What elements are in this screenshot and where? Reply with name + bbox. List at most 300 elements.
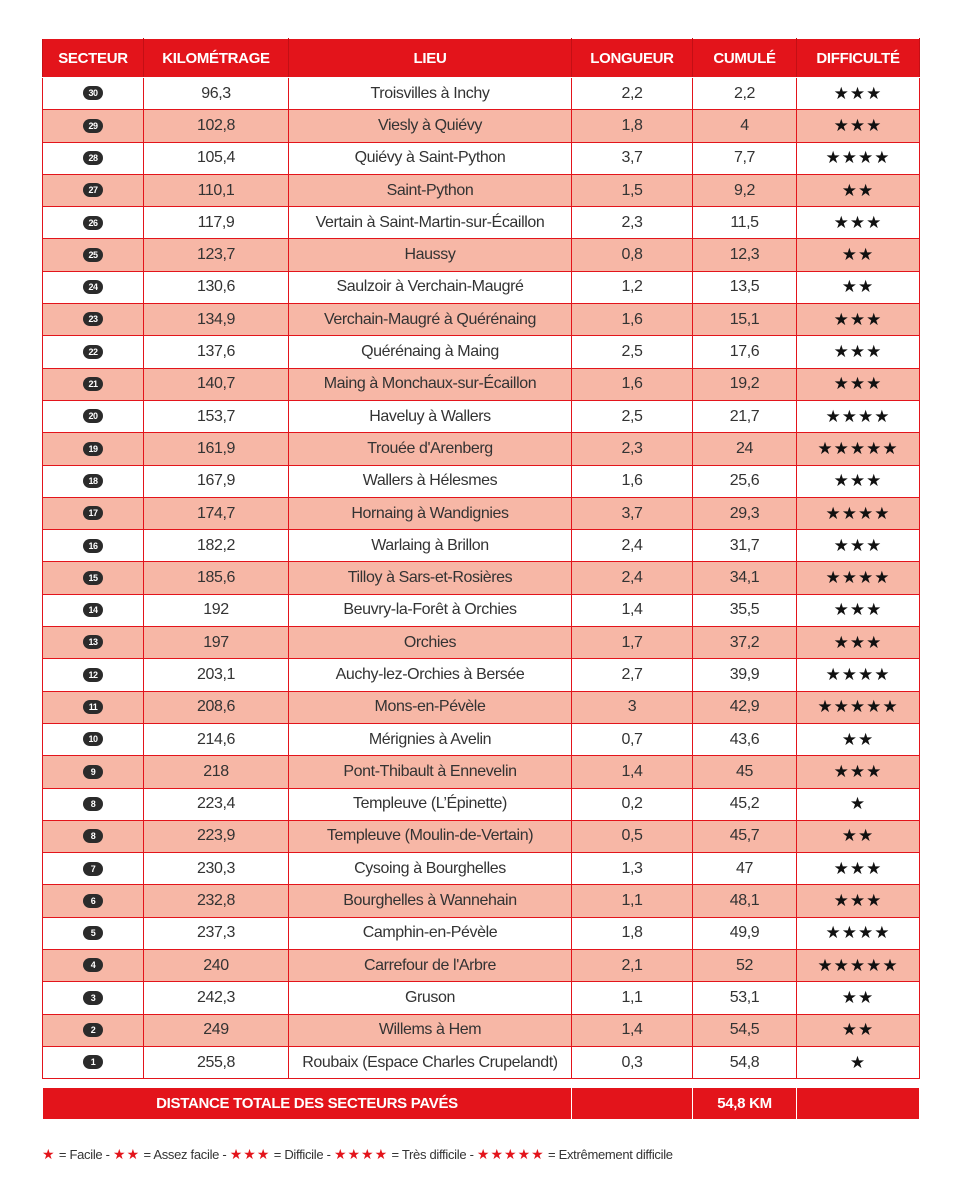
table-row [43, 336, 920, 368]
km-cell: 237,3 [144, 917, 289, 949]
cumule-cell: 4 [693, 110, 797, 142]
km-cell: 105,4 [144, 142, 289, 174]
cumule-cell: 42,9 [693, 691, 797, 723]
star-icon: ★ [849, 794, 867, 814]
star-icon: ★ [841, 180, 858, 200]
cobblestone-sector-icon: 14 [83, 603, 103, 617]
table-row [43, 497, 920, 529]
difficulte-cell [797, 950, 920, 982]
difficulte-cell [797, 433, 920, 465]
cumule-cell: 37,2 [693, 627, 797, 659]
secteur-cell [43, 433, 144, 465]
total-value: 54,8 KM [693, 1088, 797, 1120]
star-icon: ★ [874, 148, 891, 168]
lieu-cell: Wallers à Hélesmes [289, 465, 572, 497]
km-cell: 182,2 [144, 530, 289, 562]
secteur-cell [43, 723, 144, 755]
difficulty-stars [834, 213, 883, 232]
secteur-cell [43, 368, 144, 400]
cobblestone-sector-icon: 7 [83, 862, 103, 876]
longueur-cell: 2,4 [572, 530, 693, 562]
lieu-cell: Roubaix (Espace Charles Crupelandt) [289, 1046, 572, 1078]
longueur-cell: 3,7 [572, 497, 693, 529]
difficulte-cell [797, 207, 920, 239]
cumule-cell: 25,6 [693, 465, 797, 497]
difficulty-stars [842, 1020, 875, 1039]
legend-item [42, 1147, 113, 1162]
difficulte-cell [797, 594, 920, 626]
table-row [43, 174, 920, 206]
cobblestone-sector-icon: 22 [83, 345, 103, 359]
difficulty-stars [842, 826, 875, 845]
star-icon: ★ [858, 277, 875, 297]
difficulte-cell [797, 756, 920, 788]
secteur-cell [43, 1014, 144, 1046]
star-icon: ★ [858, 568, 875, 588]
km-cell: 102,8 [144, 110, 289, 142]
longueur-cell: 2,4 [572, 562, 693, 594]
star-icon: ★ [849, 697, 867, 717]
longueur-cell: 1,2 [572, 271, 693, 303]
difficulte-cell [797, 659, 920, 691]
total-label: DISTANCE TOTALE DES SECTEURS PAVÉS [43, 1088, 572, 1120]
cobblestone-sector-icon: 2 [83, 1023, 103, 1037]
star-icon: ★ [833, 955, 850, 975]
star-icon: ★ [858, 1020, 875, 1040]
km-cell: 232,8 [144, 885, 289, 917]
secteur-cell [43, 207, 144, 239]
lieu-cell: Auchy-lez-Orchies à Bersée [289, 659, 572, 691]
cumule-cell: 12,3 [693, 239, 797, 271]
star-icon: ★ [858, 503, 875, 523]
secteur-cell [43, 110, 144, 142]
lieu-cell: Saint-Python [289, 174, 572, 206]
difficulte-cell [797, 627, 920, 659]
cumule-cell: 19,2 [693, 368, 797, 400]
star-icon: ★ [825, 568, 842, 588]
star-icon: ★ [849, 891, 867, 911]
secteur-cell [43, 465, 144, 497]
star-icon: ★ [833, 471, 850, 491]
header-cumule: CUMULÉ [693, 39, 797, 78]
longueur-cell: 1,3 [572, 853, 693, 885]
cobblestone-sector-icon: 21 [83, 377, 103, 391]
star-icon: ★ [858, 923, 875, 943]
table-row [43, 885, 920, 917]
difficulte-cell [797, 1014, 920, 1046]
longueur-cell: 1,6 [572, 304, 693, 336]
longueur-cell: 0,7 [572, 723, 693, 755]
cobblestone-sector-icon: 1 [83, 1055, 103, 1069]
longueur-cell: 1,1 [572, 982, 693, 1014]
cobblestone-sectors-table [42, 38, 920, 1079]
secteur-cell [43, 885, 144, 917]
star-icon: ★ [42, 1146, 56, 1162]
cumule-cell: 45 [693, 756, 797, 788]
star-icon: ★ [866, 858, 883, 878]
km-cell: 242,3 [144, 982, 289, 1014]
star-icon: ★ [866, 761, 883, 781]
km-cell: 240 [144, 950, 289, 982]
difficulty-stars [826, 148, 891, 167]
lieu-cell: Saulzoir à Verchain-Maugré [289, 271, 572, 303]
cumule-cell: 45,2 [693, 788, 797, 820]
km-cell: 230,3 [144, 853, 289, 885]
star-icon: ★★★★ [333, 1146, 389, 1162]
difficulty-stars [834, 600, 883, 619]
cumule-cell: 15,1 [693, 304, 797, 336]
star-icon: ★★★ [229, 1146, 271, 1162]
star-icon: ★ [858, 406, 875, 426]
difficulte-cell [797, 142, 920, 174]
cumule-cell: 24 [693, 433, 797, 465]
difficulty-stars [834, 342, 883, 361]
star-icon: ★ [858, 180, 875, 200]
table-header-row [43, 39, 920, 78]
header-difficulte: DIFFICULTÉ [797, 39, 920, 78]
difficulty-stars [842, 730, 875, 749]
secteur-cell [43, 304, 144, 336]
star-icon: ★ [833, 535, 850, 555]
secteur-cell [43, 659, 144, 691]
table-row [43, 239, 920, 271]
star-icon: ★ [874, 923, 891, 943]
star-icon: ★ [849, 374, 867, 394]
table-row [43, 691, 920, 723]
difficulty-stars [842, 181, 875, 200]
star-icon: ★★★★★ [476, 1146, 545, 1162]
legend-item [477, 1147, 673, 1162]
cumule-cell: 53,1 [693, 982, 797, 1014]
difficulte-cell [797, 691, 920, 723]
cobblestone-sector-icon: 25 [83, 248, 103, 262]
longueur-cell: 0,2 [572, 788, 693, 820]
star-icon: ★ [866, 535, 883, 555]
cobblestone-sector-icon: 3 [83, 991, 103, 1005]
secteur-cell [43, 950, 144, 982]
lieu-cell: Gruson [289, 982, 572, 1014]
longueur-cell: 2,5 [572, 336, 693, 368]
km-cell: 208,6 [144, 691, 289, 723]
difficulte-cell [797, 723, 920, 755]
cumule-cell: 21,7 [693, 400, 797, 432]
longueur-cell: 2,1 [572, 950, 693, 982]
difficulty-stars [834, 310, 883, 329]
cobblestone-sector-icon: 9 [83, 765, 103, 779]
km-cell: 185,6 [144, 562, 289, 594]
difficulty-stars [842, 277, 875, 296]
star-icon: ★ [858, 826, 875, 846]
star-icon: ★ [882, 697, 899, 717]
difficulty-stars [826, 407, 891, 426]
lieu-cell: Mérignies à Avelin [289, 723, 572, 755]
km-cell: 134,9 [144, 304, 289, 336]
difficulty-stars [817, 439, 898, 458]
lieu-cell: Orchies [289, 627, 572, 659]
cumule-cell: 17,6 [693, 336, 797, 368]
difficulty-stars [826, 923, 891, 942]
star-icon: ★ [849, 600, 867, 620]
legend-item [334, 1147, 477, 1162]
cumule-cell: 54,5 [693, 1014, 797, 1046]
cobblestone-sector-icon: 6 [83, 894, 103, 908]
longueur-cell: 1,8 [572, 110, 693, 142]
cumule-cell: 48,1 [693, 885, 797, 917]
lieu-cell: Bourghelles à Wannehain [289, 885, 572, 917]
km-cell: 161,9 [144, 433, 289, 465]
table-row [43, 530, 920, 562]
difficulte-cell [797, 271, 920, 303]
legend-text: = Assez facile - [143, 1147, 227, 1162]
km-cell: 192 [144, 594, 289, 626]
longueur-cell: 2,5 [572, 400, 693, 432]
km-cell: 130,6 [144, 271, 289, 303]
longueur-cell: 1,8 [572, 917, 693, 949]
table-row [43, 465, 920, 497]
lieu-cell: Templeuve (L’Épinette) [289, 788, 572, 820]
star-icon: ★ [858, 729, 875, 749]
cumule-cell: 7,7 [693, 142, 797, 174]
table-row [43, 820, 920, 852]
km-cell: 117,9 [144, 207, 289, 239]
secteur-cell [43, 820, 144, 852]
sectors-table-container [42, 38, 919, 1120]
difficulte-cell [797, 400, 920, 432]
difficulty-stars [817, 956, 898, 975]
longueur-cell: 0,8 [572, 239, 693, 271]
star-icon: ★ [825, 923, 842, 943]
total-row [43, 1088, 920, 1120]
table-row [43, 271, 920, 303]
table-row [43, 627, 920, 659]
longueur-cell: 1,6 [572, 465, 693, 497]
cumule-cell: 34,1 [693, 562, 797, 594]
star-icon: ★ [841, 826, 858, 846]
lieu-cell: Viesly à Quiévy [289, 110, 572, 142]
km-cell: 218 [144, 756, 289, 788]
cobblestone-sector-icon: 15 [83, 571, 103, 585]
difficulte-cell [797, 174, 920, 206]
difficulte-cell [797, 562, 920, 594]
cobblestone-sector-icon: 17 [83, 506, 103, 520]
lieu-cell: Pont-Thibault à Ennevelin [289, 756, 572, 788]
cobblestone-sector-icon: 10 [83, 732, 103, 746]
lieu-cell: Tilloy à Sars-et-Rosières [289, 562, 572, 594]
star-icon: ★ [817, 697, 834, 717]
star-icon: ★ [866, 212, 883, 232]
star-icon: ★ [849, 632, 867, 652]
total-empty-cell [572, 1088, 693, 1120]
star-icon: ★ [833, 212, 850, 232]
secteur-cell [43, 174, 144, 206]
table-row [43, 659, 920, 691]
cumule-cell: 43,6 [693, 723, 797, 755]
table-row [43, 110, 920, 142]
star-icon: ★ [849, 212, 867, 232]
star-icon: ★ [833, 83, 850, 103]
longueur-cell: 1,4 [572, 756, 693, 788]
difficulte-cell [797, 465, 920, 497]
secteur-cell [43, 594, 144, 626]
secteur-cell [43, 853, 144, 885]
total-empty-cell [797, 1088, 920, 1120]
star-icon: ★ [833, 115, 850, 135]
table-row [43, 1046, 920, 1078]
cobblestone-sector-icon: 13 [83, 635, 103, 649]
km-cell: 153,7 [144, 400, 289, 432]
difficulty-stars [826, 665, 891, 684]
difficulte-cell [797, 530, 920, 562]
legend-text: = Facile - [58, 1147, 110, 1162]
cumule-cell: 45,7 [693, 820, 797, 852]
difficulte-cell [797, 368, 920, 400]
star-icon: ★ [866, 115, 883, 135]
cobblestone-sector-icon: 20 [83, 409, 103, 423]
longueur-cell: 3,7 [572, 142, 693, 174]
star-icon: ★ [849, 955, 867, 975]
difficulty-stars [834, 633, 883, 652]
lieu-cell: Troisvilles à Inchy [289, 78, 572, 110]
star-icon: ★ [874, 406, 891, 426]
star-icon: ★ [841, 664, 858, 684]
lieu-cell: Beuvry-la-Forêt à Orchies [289, 594, 572, 626]
star-icon: ★ [833, 632, 850, 652]
difficulty-stars [817, 697, 898, 716]
header-kilometrage: KILOMÉTRAGE [144, 39, 289, 78]
cobblestone-sector-icon: 4 [83, 958, 103, 972]
difficulty-stars [850, 1053, 866, 1072]
longueur-cell: 1,4 [572, 1014, 693, 1046]
lieu-cell: Verchain-Maugré à Quérénaing [289, 304, 572, 336]
legend-item [230, 1147, 334, 1162]
secteur-cell [43, 562, 144, 594]
lieu-cell: Trouée d'Arenberg [289, 433, 572, 465]
star-icon: ★ [825, 148, 842, 168]
star-icon: ★ [841, 729, 858, 749]
longueur-cell: 1,5 [572, 174, 693, 206]
star-icon: ★ [849, 83, 867, 103]
star-icon: ★ [833, 309, 850, 329]
legend-text: = Très difficile - [391, 1147, 474, 1162]
km-cell: 203,1 [144, 659, 289, 691]
cumule-cell: 47 [693, 853, 797, 885]
star-icon: ★ [841, 148, 858, 168]
difficulty-stars [834, 891, 883, 910]
star-icon: ★ [841, 987, 858, 1007]
longueur-cell: 1,4 [572, 594, 693, 626]
table-row [43, 950, 920, 982]
secteur-cell [43, 982, 144, 1014]
table-row [43, 756, 920, 788]
legend-item [113, 1147, 230, 1162]
star-icon: ★ [866, 955, 883, 975]
star-icon: ★ [841, 568, 858, 588]
cumule-cell: 11,5 [693, 207, 797, 239]
difficulty-stars [834, 374, 883, 393]
difficulty-stars [834, 762, 883, 781]
difficulte-cell [797, 820, 920, 852]
star-icon: ★ [849, 438, 867, 458]
km-cell: 197 [144, 627, 289, 659]
longueur-cell: 3 [572, 691, 693, 723]
difficulte-cell [797, 853, 920, 885]
star-icon: ★ [841, 1020, 858, 1040]
secteur-cell [43, 336, 144, 368]
cumule-cell: 52 [693, 950, 797, 982]
cobblestone-sector-icon: 8 [83, 797, 103, 811]
legend-text: = Extrêmement difficile [548, 1147, 673, 1162]
difficulte-cell [797, 982, 920, 1014]
star-icon: ★ [882, 438, 899, 458]
cobblestone-sector-icon: 27 [83, 183, 103, 197]
lieu-cell: Maing à Monchaux-sur-Écaillon [289, 368, 572, 400]
star-icon: ★ [849, 471, 867, 491]
km-cell: 137,6 [144, 336, 289, 368]
cumule-cell: 54,8 [693, 1046, 797, 1078]
secteur-cell [43, 530, 144, 562]
secteur-cell [43, 788, 144, 820]
longueur-cell: 2,3 [572, 433, 693, 465]
star-icon: ★ [866, 632, 883, 652]
star-icon: ★ [866, 697, 883, 717]
cobblestone-sector-icon: 23 [83, 312, 103, 326]
cumule-cell: 9,2 [693, 174, 797, 206]
lieu-cell: Templeuve (Moulin-de-Vertain) [289, 820, 572, 852]
table-row [43, 723, 920, 755]
table-body [43, 78, 920, 1079]
difficulte-cell [797, 788, 920, 820]
table-row [43, 142, 920, 174]
secteur-cell [43, 627, 144, 659]
star-icon: ★ [866, 374, 883, 394]
star-icon: ★ [817, 955, 834, 975]
lieu-cell: Warlaing à Brillon [289, 530, 572, 562]
star-icon: ★ [866, 600, 883, 620]
star-icon: ★ [841, 277, 858, 297]
star-icon: ★ [833, 891, 850, 911]
cobblestone-sector-icon: 16 [83, 539, 103, 553]
difficulty-stars [834, 859, 883, 878]
star-icon: ★ [874, 664, 891, 684]
table-row [43, 433, 920, 465]
table-row [43, 562, 920, 594]
longueur-cell: 0,5 [572, 820, 693, 852]
star-icon: ★ [833, 697, 850, 717]
km-cell: 249 [144, 1014, 289, 1046]
difficulte-cell [797, 336, 920, 368]
star-icon: ★ [825, 664, 842, 684]
star-icon: ★ [825, 406, 842, 426]
difficulte-cell [797, 239, 920, 271]
difficulte-cell [797, 1046, 920, 1078]
header-secteur: SECTEUR [43, 39, 144, 78]
header-longueur: LONGUEUR [572, 39, 693, 78]
cobblestone-sector-icon: 11 [83, 700, 103, 714]
star-icon: ★ [849, 342, 867, 362]
cumule-cell: 2,2 [693, 78, 797, 110]
star-icon: ★ [841, 245, 858, 265]
star-icon: ★★ [113, 1146, 141, 1162]
secteur-cell [43, 78, 144, 110]
lieu-cell: Willems à Hem [289, 1014, 572, 1046]
star-icon: ★ [833, 438, 850, 458]
table-row [43, 1014, 920, 1046]
star-icon: ★ [849, 1052, 867, 1072]
cumule-cell: 31,7 [693, 530, 797, 562]
table-row [43, 304, 920, 336]
table-row [43, 788, 920, 820]
legend-text: = Difficile - [273, 1147, 331, 1162]
